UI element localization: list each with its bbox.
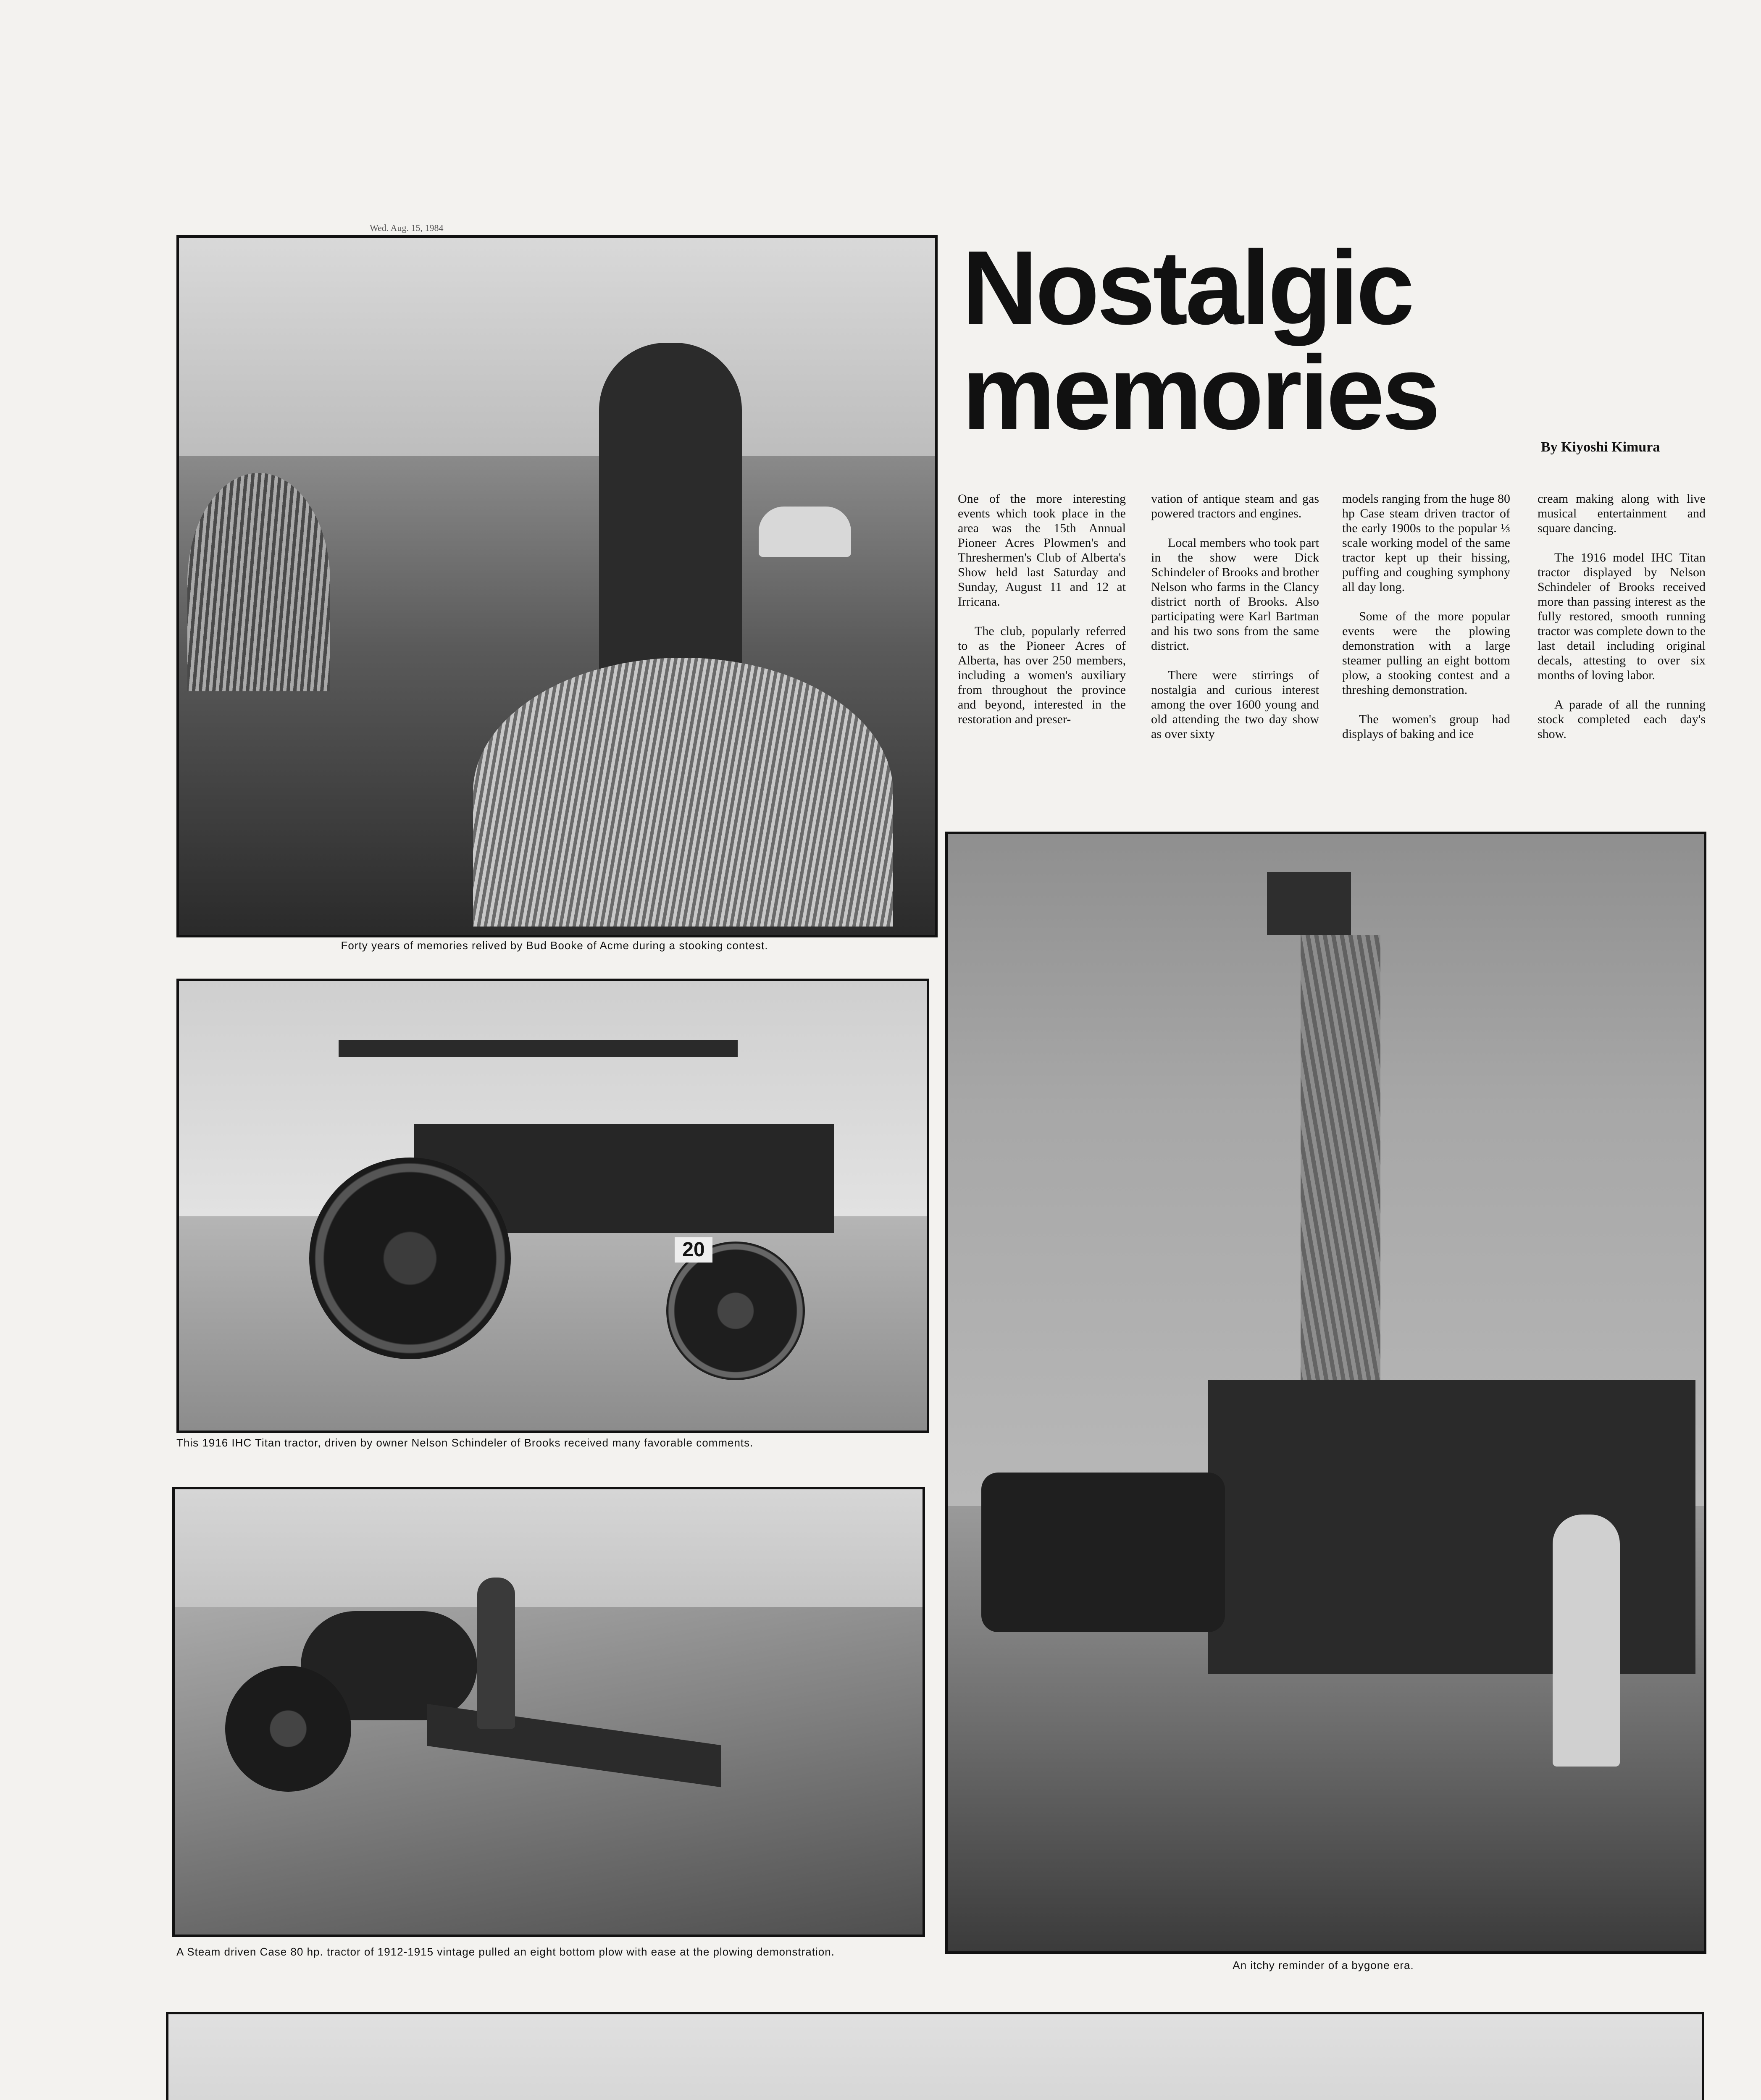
operator-figure: [477, 1578, 515, 1729]
farmer-cap: [759, 507, 851, 557]
paragraph: The 1916 model IHC Titan tractor displayed by Nelson Schindeler of Brooks received more than passing interest as the fully restored, smooth running tractor was complete down to the last detail including original decals, attesting to over six months of loving labor.: [1538, 551, 1706, 682]
headline-line-2: memories: [962, 334, 1438, 451]
straw-stream: [1301, 935, 1380, 1439]
horse-team: [981, 1473, 1225, 1632]
paragraph: Local members who took part in the show were Dick Schindeler of Brooks and brother Nelson who farms in the Clancy district north of Brooks. Also participating were Karl Bartman and his two sons from the same district.: [1151, 536, 1319, 653]
paragraph: Some of the more popular events were the plowing demonstration with a large steamer pulling an eight bottom plow, a stooking contest and a threshing demonstration.: [1342, 609, 1510, 697]
caption-thresher: An itchy reminder of a bygone era.: [1233, 1959, 1414, 1971]
photo-steam-case-plowing: [172, 1487, 925, 1937]
paragraph: cream making along with live musical entertainment and square dancing.: [1538, 492, 1706, 535]
article-column-4: [1538, 491, 1706, 756]
paragraph: The women's group had displays of baking and ice: [1342, 712, 1510, 741]
headline-line-1: Nostalgic: [962, 229, 1412, 346]
photo-stooking-contest: [176, 235, 938, 937]
tractor-rear-wheel: [309, 1158, 511, 1359]
photo-crowd-threshing-demo: [166, 2012, 1704, 2100]
headline: [962, 229, 1508, 451]
caption-steam-plow: A Steam driven Case 80 hp. tractor of 1912-1915 vintage pulled an eight bottom plow with ease at the plowing demonstration.: [176, 1945, 835, 1958]
photo-thresher: [945, 832, 1706, 1954]
caption-stooking: Forty years of memories relived by Bud Booke of Acme during a stooking contest.: [341, 939, 768, 952]
steam-engine-wheel: [225, 1666, 351, 1792]
paragraph: There were stirrings of nostalgia and curious interest among the over 1600 young and old attending the two day show as over sixty: [1151, 668, 1319, 741]
photo-ihc-titan-tractor: [176, 979, 929, 1433]
worker-figure: [1553, 1515, 1620, 1767]
paragraph: vation of antique steam and gas powered tractors and engines.: [1151, 492, 1319, 520]
tractor-canopy: [339, 1040, 738, 1057]
caption-titan: This 1916 IHC Titan tractor, driven by owner Nelson Schindeler of Brooks received many favorable comments.: [176, 1436, 754, 1449]
article-column-3: [1342, 491, 1510, 756]
byline: By Kiyoshi Kimura: [1541, 439, 1660, 455]
threshing-machine: [1208, 1380, 1695, 1674]
thresher-blower-spout: [1267, 872, 1351, 935]
paragraph: The club, popularly referred to as the Pioneer Acres of Alberta, has over 250 members, including a women's auxiliary from throughout the province and beyond, interested in the restoration and preser-: [958, 624, 1126, 726]
paragraph: models ranging from the huge 80 hp Case steam driven tractor of the early 1900s to the popular ⅓ scale working model of the same tractor kept up their hissing, puffing and coughing symphony all day long.: [1342, 492, 1510, 594]
article-column-1: [958, 491, 1126, 741]
wheat-sheaf: [473, 658, 893, 927]
date-stamp: Wed. Aug. 15, 1984: [370, 223, 444, 233]
article-column-2: [1151, 491, 1319, 756]
stook-left: [187, 473, 330, 691]
paragraph: One of the more interesting events which took place in the area was the 15th Annual Pioneer Acres Plowmen's and Threshermen's Club of Alberta's Show held last Saturday and Sunday, August 11 and 12 at Irricana.: [958, 492, 1126, 609]
tractor-number-plate: 20: [675, 1237, 712, 1263]
paragraph: A parade of all the running stock completed each day's show.: [1538, 698, 1706, 741]
